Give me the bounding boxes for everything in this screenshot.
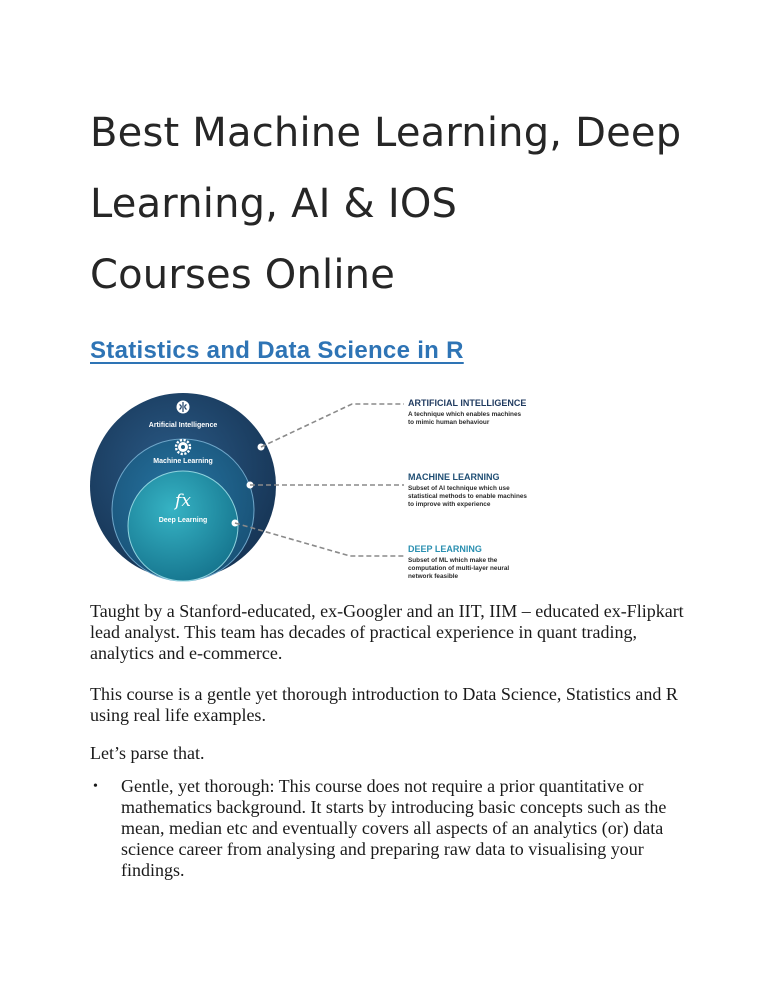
ai-leader-line — [261, 404, 404, 447]
ai-ml-dl-diagram — [90, 390, 550, 590]
title-line-1: Best Machine Learning, Deep — [90, 110, 682, 156]
gear-icon — [176, 440, 190, 454]
ml-callout-heading: MACHINE LEARNING — [408, 472, 500, 482]
page-title — [90, 98, 710, 311]
ai-ml-dl-diagram-svg — [90, 390, 550, 590]
title-line-3: Courses Online — [90, 252, 396, 298]
section-heading-link[interactable]: Statistics and Data Science in R — [90, 337, 464, 364]
dl-circle-label: Deep Learning — [158, 517, 208, 524]
ai-circle-label: Artificial Intelligence — [148, 422, 218, 429]
course-description-paragraph: This course is a gentle yet thorough introduction to Data Science, Statistics and R using real life examples. — [90, 684, 678, 725]
list-item-text: Gentle, yet thorough: This course does not require a prior quantitative or mathematics background. It starts by introducing basic concepts such as the mean, median etc and eventually covers all aspects of an analytics (or) data science career from analysing and preparing raw data to visualising your findings. — [121, 776, 667, 880]
function-icon: fx — [175, 491, 191, 511]
dl-callout-line-1: Subset of ML which make the — [408, 557, 498, 564]
ml-circle-label: Machine Learning — [153, 458, 213, 465]
parse-paragraph: Let’s parse that. — [90, 743, 205, 763]
feature-list — [90, 776, 690, 881]
ai-callout-line-1: A technique which enables machines — [408, 411, 522, 418]
dl-circle — [128, 471, 238, 581]
ai-callout-line-2: to mimic human behaviour — [408, 419, 490, 426]
dl-callout-line-3: network feasible — [408, 573, 459, 580]
ml-callout-line-2: statistical methods to enable machines — [408, 493, 527, 500]
list-item — [90, 776, 690, 881]
ai-callout-heading: ARTIFICIAL INTELLIGENCE — [408, 398, 527, 408]
intro-paragraph: Taught by a Stanford-educated, ex-Googler and an IIT, IIM – educated ex-Flipkart lead analyst. This team has decades of practical experience in quant trading, analytics and e-commerce. — [90, 601, 684, 663]
ml-callout-line-1: Subset of AI technique which use — [408, 485, 510, 492]
dl-callout-line-2: computation of multi-layer neural — [408, 565, 510, 572]
ml-callout-line-3: to improve with experience — [408, 501, 491, 508]
title-line-2: Learning, AI & IOS — [90, 181, 458, 227]
dl-callout-heading: DEEP LEARNING — [408, 544, 482, 554]
bullet-marker: • — [93, 779, 98, 794]
brain-icon — [177, 401, 190, 414]
